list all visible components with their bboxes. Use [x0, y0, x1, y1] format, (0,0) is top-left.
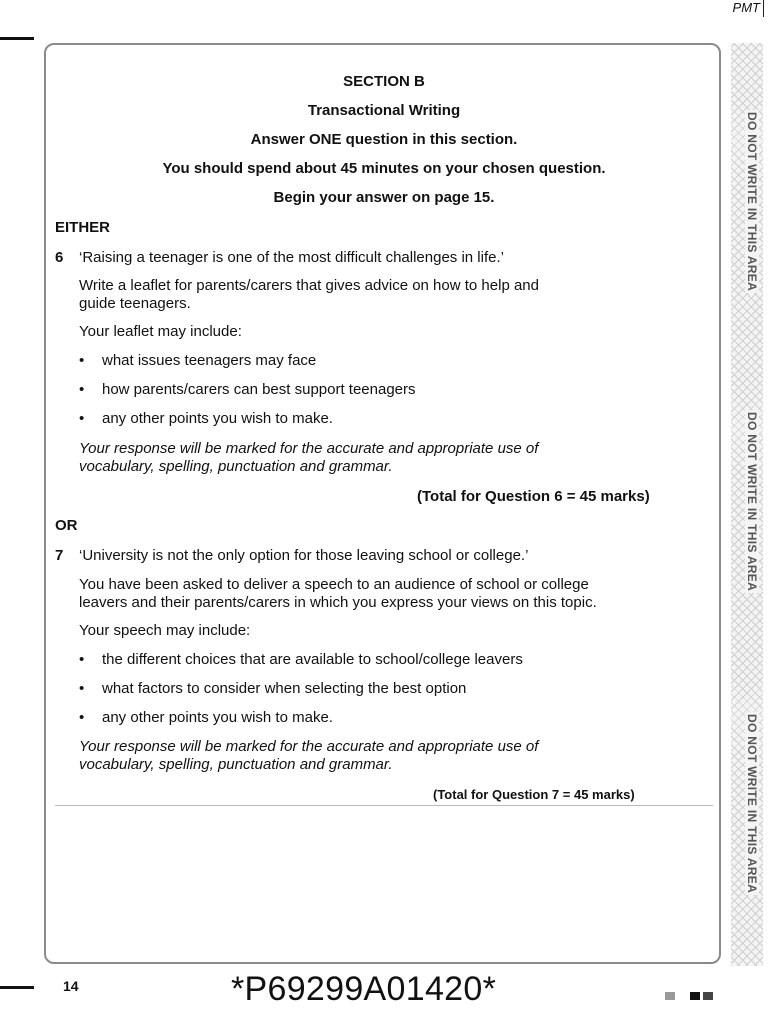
bullet-dot: •: [79, 381, 85, 398]
margin-warning-1: DO NOT WRITE IN THIS AREA: [745, 112, 759, 292]
question-7-marking-line1: Your response will be marked for the accurate and appropriate use of: [79, 738, 539, 755]
page-number: 14: [63, 978, 79, 994]
instruction-one: Answer ONE question in this section.: [250, 131, 518, 148]
question-6-marking-line2: vocabulary, spelling, punctuation and grammar.: [79, 458, 393, 475]
barcode-text: *P69299A01420*: [231, 970, 497, 1008]
black-square-icon: [690, 992, 700, 1000]
margin-bar-bottom: [0, 986, 34, 989]
question-7-bullet-3: any other points you wish to make.: [102, 709, 333, 726]
or-label: OR: [55, 517, 78, 534]
question-6-bullet-3: any other points you wish to make.: [102, 410, 333, 427]
grey-square-icon: [665, 992, 675, 1000]
dark-square-icon: [703, 992, 713, 1000]
section-subtitle: Transactional Writing: [307, 102, 461, 119]
question-6-number: 6: [55, 249, 64, 266]
question-7-total: (Total for Question 7 = 45 marks): [433, 787, 635, 802]
bullet-dot: •: [79, 410, 85, 427]
margin-bar-top: [0, 37, 34, 40]
question-6-marking-line1: Your response will be marked for the accurate and appropriate use of: [79, 440, 539, 457]
divider: [55, 805, 713, 806]
question-7-number: 7: [55, 547, 64, 564]
question-6-bullet-1: what issues teenagers may face: [102, 352, 317, 369]
bullet-dot: •: [79, 680, 85, 697]
question-6-quote: ‘Raising a teenager is one of the most difficult challenges in life.’: [79, 249, 504, 266]
question-7-task-line1: You have been asked to deliver a speech to an audience of school or college: [79, 576, 589, 593]
question-6-bullet-2: how parents/carers can best support teenagers: [102, 381, 416, 398]
section-title: SECTION B: [343, 73, 425, 90]
question-7-include-label: Your speech may include:: [79, 622, 251, 639]
instruction-two: You should spend about 45 minutes on your chosen question.: [162, 160, 606, 177]
bullet-dot: •: [79, 352, 85, 369]
margin-warning-2: DO NOT WRITE IN THIS AREA: [745, 412, 759, 592]
question-6-task-line1: Write a leaflet for parents/carers that gives advice on how to help and: [79, 277, 539, 294]
instruction-three: Begin your answer on page 15.: [273, 189, 495, 206]
bullet-dot: •: [79, 709, 85, 726]
corner-mark: PMT: [733, 0, 764, 17]
question-6-include-label: Your leaflet may include:: [79, 323, 242, 340]
question-7-bullet-2: what factors to consider when selecting the best option: [102, 680, 467, 697]
question-6-total: (Total for Question 6 = 45 marks): [417, 488, 650, 505]
margin-warning-3: DO NOT WRITE IN THIS AREA: [745, 714, 759, 894]
question-7-marking-line2: vocabulary, spelling, punctuation and grammar.: [79, 756, 393, 773]
bullet-dot: •: [79, 651, 85, 668]
either-label: EITHER: [55, 219, 111, 236]
question-7-task-line2: leavers and their parents/carers in which you express your views on this topic.: [79, 594, 597, 611]
question-6-task-line2: guide teenagers.: [79, 295, 191, 312]
question-7-quote: ‘University is not the only option for those leaving school or college.’: [79, 547, 529, 564]
question-7-bullet-1: the different choices that are available to school/college leavers: [102, 651, 523, 668]
